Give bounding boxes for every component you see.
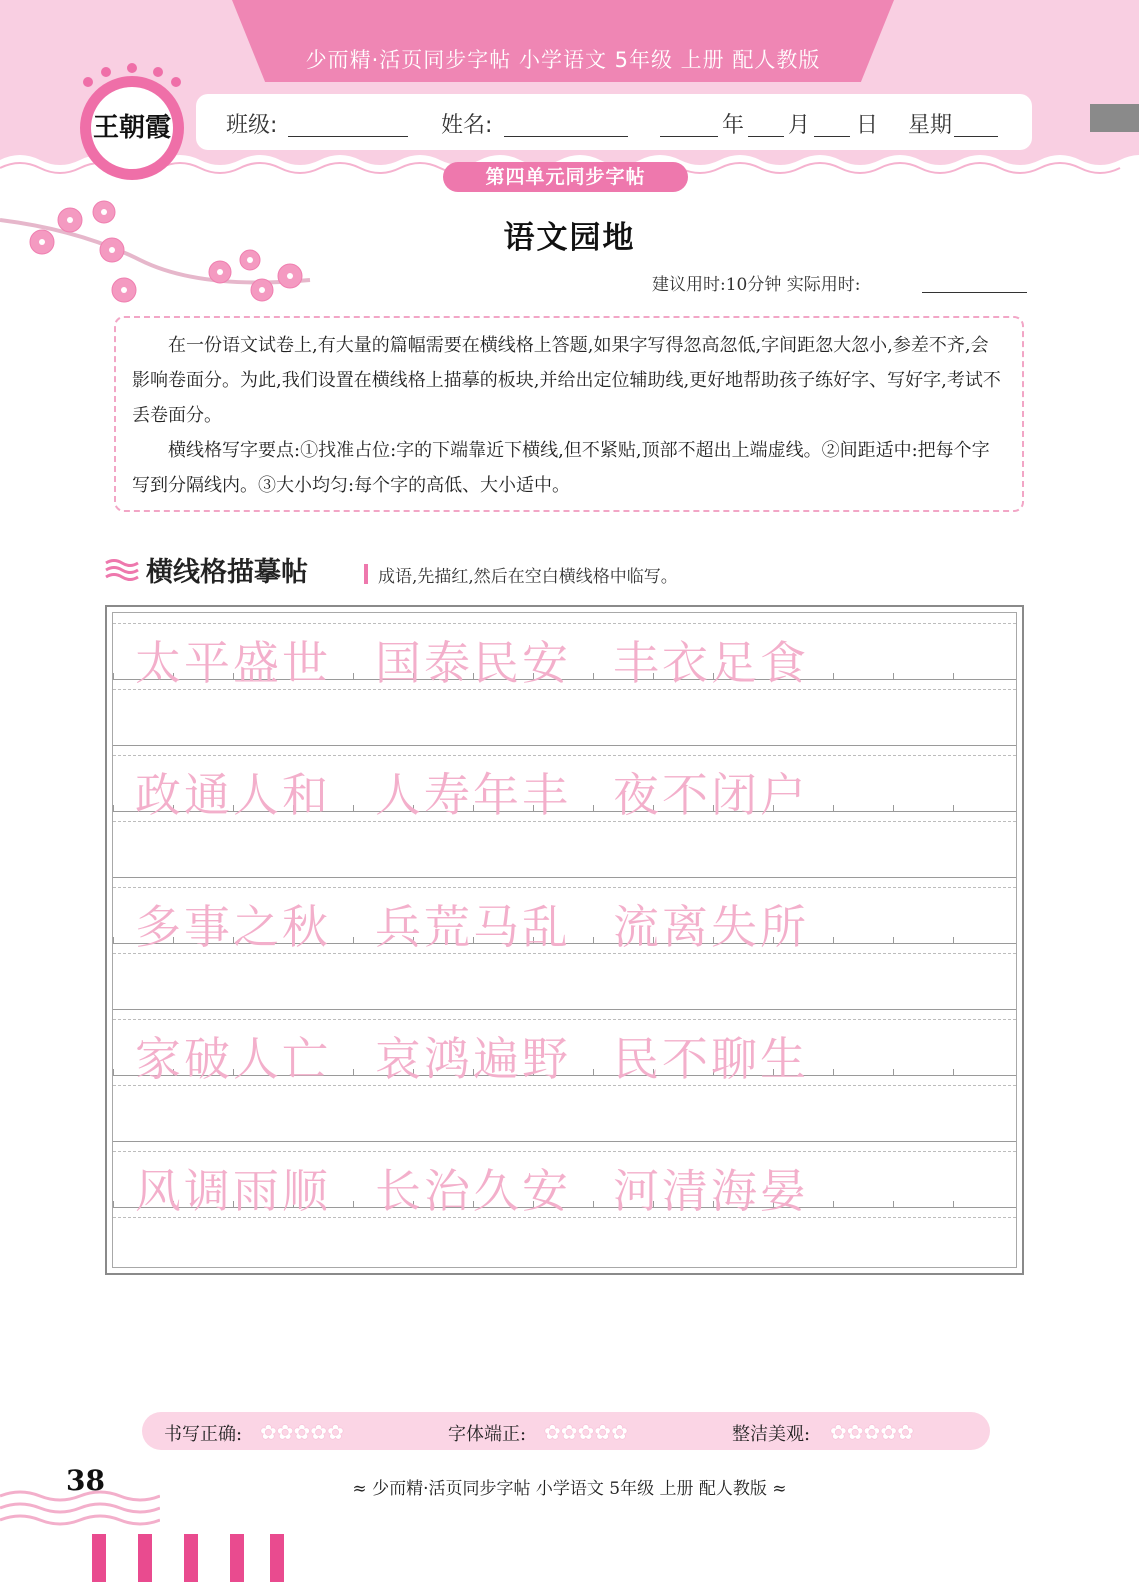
year-label: 年 bbox=[722, 113, 745, 138]
grid-tick bbox=[353, 937, 354, 943]
grid-solid-line bbox=[113, 1009, 1016, 1010]
intro-box bbox=[114, 316, 1024, 512]
rating-flowers-1[interactable]: ✿✿✿✿✿ bbox=[260, 1420, 344, 1444]
footer-text: ≈ 少而精·活页同步字帖 小学语文 5年级 上册 配人教版 ≈ bbox=[352, 1479, 787, 1499]
grid-tick bbox=[833, 1069, 834, 1075]
rating-flowers-2[interactable]: ✿✿✿✿✿ bbox=[544, 1420, 628, 1444]
trace-idiom[interactable]: 夜不闭户 bbox=[613, 768, 809, 822]
grid-dashed-line bbox=[113, 1019, 1016, 1020]
grid-tick bbox=[353, 1069, 354, 1075]
grid-tick bbox=[893, 1069, 894, 1075]
grid-tick bbox=[953, 673, 954, 679]
grid-tick bbox=[833, 673, 834, 679]
blank-practice-line[interactable] bbox=[113, 691, 1016, 743]
grid-tick bbox=[593, 937, 594, 943]
grid-tick bbox=[953, 937, 954, 943]
actual-time-field[interactable] bbox=[922, 292, 1027, 293]
section-instruction: 成语,先描红,然后在空白横线格中临写。 bbox=[378, 567, 678, 587]
rating-flowers-3[interactable]: ✿✿✿✿✿ bbox=[830, 1420, 914, 1444]
intro-paragraph-1: 在一份语文试卷上,有大量的篇幅需要在横线格上答题,如果字写得忽高忽低,字间距忽大忽小,参差不齐,会影响卷面分。为此,我们设置在横线格上描摹的板块,并给出定位辅助线,更好地帮助孩子练好字、写好字,考试不丢卷面分。 bbox=[132, 335, 1001, 426]
grid-tick bbox=[353, 673, 354, 679]
grid-tick bbox=[953, 805, 954, 811]
student-info-bar bbox=[196, 94, 1032, 150]
grid-tick bbox=[593, 805, 594, 811]
grid-solid-line bbox=[113, 745, 1016, 746]
intro-paragraph-2: 横线格写字要点:①找准占位:字的下端靠近下横线,但不紧贴,顶部不超出上端虚线。②间距适中:把每个字写到分隔线内。③大小均匀:每个字的高低、大小适中。 bbox=[132, 440, 990, 496]
grid-tick bbox=[353, 805, 354, 811]
rating-font-upright: 字体端正: bbox=[448, 1424, 527, 1445]
section-title: 横线格描摹帖 bbox=[146, 557, 308, 588]
blank-practice-line[interactable] bbox=[113, 1087, 1016, 1139]
grid-tick bbox=[113, 805, 114, 811]
blank-practice-line[interactable] bbox=[113, 955, 1016, 1007]
unit-label: 第四单元同步字帖 bbox=[443, 162, 688, 192]
grid-tick bbox=[113, 937, 114, 943]
weekday-label: 星期 bbox=[908, 113, 953, 138]
year-field[interactable] bbox=[660, 136, 718, 137]
trace-idiom[interactable]: 风调雨顺 bbox=[135, 1164, 331, 1218]
writing-grid-inner bbox=[112, 612, 1017, 1268]
grid-dashed-line bbox=[113, 887, 1016, 888]
grid-tick bbox=[893, 805, 894, 811]
grid-solid-line bbox=[113, 1141, 1016, 1142]
grid-tick bbox=[893, 673, 894, 679]
trace-idiom[interactable]: 民不聊生 bbox=[613, 1032, 809, 1086]
grid-tick bbox=[593, 1201, 594, 1207]
trace-idiom[interactable]: 丰衣足食 bbox=[613, 636, 809, 690]
trace-idiom[interactable]: 哀鸿遍野 bbox=[375, 1032, 571, 1086]
practice-row bbox=[113, 613, 1016, 745]
class-label: 班级: bbox=[226, 113, 278, 138]
grid-solid-line bbox=[113, 877, 1016, 878]
footer-bars-icon bbox=[86, 1534, 286, 1582]
grid-tick bbox=[113, 673, 114, 679]
grid-dashed-line bbox=[113, 623, 1016, 624]
trace-idiom[interactable]: 国泰民安 bbox=[375, 636, 571, 690]
trace-idiom[interactable]: 太平盛世 bbox=[135, 636, 331, 690]
grid-tick bbox=[833, 805, 834, 811]
page-title: 语文园地 bbox=[503, 220, 636, 256]
blank-practice-line[interactable] bbox=[113, 823, 1016, 875]
rating-writing-correct: 书写正确: bbox=[164, 1424, 243, 1445]
grid-tick bbox=[953, 1201, 954, 1207]
blank-practice-line[interactable] bbox=[113, 1219, 1016, 1271]
practice-row bbox=[113, 1141, 1016, 1273]
rating-bar bbox=[142, 1412, 990, 1450]
day-label: 日 bbox=[856, 113, 879, 138]
grid-tick bbox=[593, 673, 594, 679]
name-label: 姓名: bbox=[441, 113, 493, 138]
grid-tick bbox=[593, 1069, 594, 1075]
name-field[interactable] bbox=[504, 136, 628, 137]
day-field[interactable] bbox=[814, 136, 850, 137]
grid-tick bbox=[893, 937, 894, 943]
grid-tick bbox=[113, 1201, 114, 1207]
trace-idiom[interactable]: 河清海晏 bbox=[613, 1164, 809, 1218]
trace-idiom[interactable]: 兵荒马乱 bbox=[375, 900, 571, 954]
class-field[interactable] bbox=[288, 136, 408, 137]
trace-idiom[interactable]: 家破人亡 bbox=[135, 1032, 331, 1086]
practice-row bbox=[113, 1009, 1016, 1141]
trace-idiom[interactable]: 人寿年丰 bbox=[375, 768, 571, 822]
trace-idiom[interactable]: 流离失所 bbox=[613, 900, 809, 954]
grid-tick bbox=[113, 1069, 114, 1075]
brand-logo-text: 王朝霞 bbox=[91, 87, 173, 169]
writing-grid bbox=[105, 605, 1024, 1275]
page-edge-tab bbox=[1090, 104, 1139, 132]
grid-tick bbox=[893, 1201, 894, 1207]
trace-idiom[interactable]: 政通人和 bbox=[135, 768, 331, 822]
practice-row bbox=[113, 745, 1016, 877]
trace-idiom[interactable]: 多事之秋 bbox=[135, 900, 331, 954]
grid-tick bbox=[833, 937, 834, 943]
month-label: 月 bbox=[788, 113, 811, 138]
grid-tick bbox=[833, 1201, 834, 1207]
page-number: 38 bbox=[66, 1464, 105, 1497]
grid-dashed-line bbox=[113, 755, 1016, 756]
section-divider bbox=[364, 564, 368, 584]
grid-tick bbox=[353, 1201, 354, 1207]
rating-neat-beautiful: 整洁美观: bbox=[732, 1424, 811, 1445]
grid-dashed-line bbox=[113, 1151, 1016, 1152]
header-title: 少而精·活页同步字帖 小学语文 5年级 上册 配人教版 bbox=[305, 48, 821, 72]
trace-idiom[interactable]: 长治久安 bbox=[375, 1164, 571, 1218]
weekday-field[interactable] bbox=[954, 136, 998, 137]
grid-tick bbox=[953, 1069, 954, 1075]
time-suggestion: 建议用时:10分钟 实际用时: bbox=[652, 275, 861, 295]
practice-row bbox=[113, 877, 1016, 1009]
brand-logo bbox=[80, 76, 184, 180]
month-field[interactable] bbox=[748, 136, 784, 137]
wave-lines-icon bbox=[104, 558, 140, 582]
